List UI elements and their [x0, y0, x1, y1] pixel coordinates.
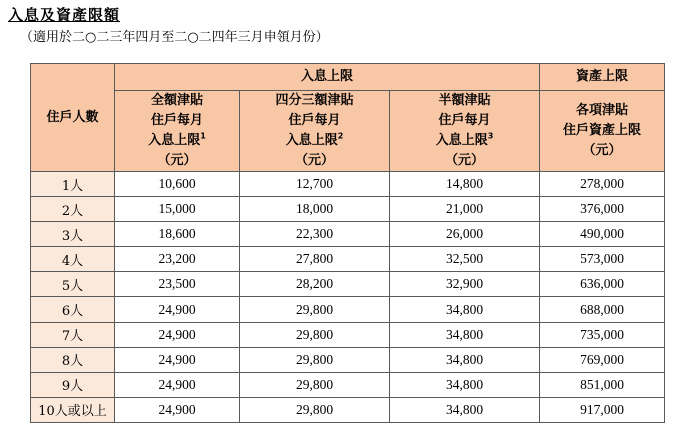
full-rate-cell: 24,900 [115, 347, 240, 372]
full-rate-unit: （元） [157, 153, 197, 168]
three-quarter-rate-cell: 28,200 [240, 272, 390, 297]
table-row [31, 372, 665, 397]
limits-table [30, 63, 665, 423]
asset-limit-header: 資產上限 [540, 64, 665, 91]
half-rate-cell: 34,800 [390, 372, 540, 397]
household-size-cell: 4人 [31, 247, 115, 272]
household-size-cell: 7人 [31, 322, 115, 347]
full-rate-line-3-text: 入息上限 [148, 133, 201, 148]
asset-limit-cell: 688,000 [540, 297, 665, 322]
asset-limit-cell: 490,000 [540, 222, 665, 247]
half-rate-unit: （元） [444, 153, 484, 168]
half-rate-cell: 34,800 [390, 297, 540, 322]
three-quarter-rate-header [240, 91, 390, 172]
half-rate-cell: 32,500 [390, 247, 540, 272]
three-quarter-rate-line-3 [240, 131, 389, 151]
three-quarter-rate-unit: （元） [294, 153, 334, 168]
three-quarter-rate-cell: 29,800 [240, 322, 390, 347]
three-quarter-rate-cell: 18,000 [240, 197, 390, 222]
half-rate-cell: 34,800 [390, 347, 540, 372]
asset-limit-cell: 851,000 [540, 372, 665, 397]
full-rate-cell: 18,600 [115, 222, 240, 247]
household-size-cell: 3人 [31, 222, 115, 247]
table-row [31, 172, 665, 197]
asset-limit-cell: 573,000 [540, 247, 665, 272]
half-rate-cell: 14,800 [390, 172, 540, 197]
half-rate-cell: 32,900 [390, 272, 540, 297]
household-size-cell: 6人 [31, 297, 115, 322]
three-quarter-rate-cell: 29,800 [240, 372, 390, 397]
three-quarter-rate-line-2: 住戶每月 [288, 113, 341, 128]
footnote-2-marker: 2 [337, 131, 344, 141]
half-rate-line-2: 住戶每月 [438, 113, 491, 128]
table-row [31, 347, 665, 372]
three-quarter-rate-cell: 29,800 [240, 297, 390, 322]
half-rate-line-3 [390, 131, 539, 151]
all-rates-asset-header [540, 91, 665, 172]
three-quarter-rate-cell: 22,300 [240, 222, 390, 247]
three-quarter-rate-cell: 29,800 [240, 397, 390, 422]
household-size-cell: 10人或以上 [31, 397, 115, 422]
three-quarter-rate-line-3-text: 入息上限 [285, 133, 338, 148]
full-rate-cell: 23,200 [115, 247, 240, 272]
footnote-1-marker: 1 [200, 131, 206, 141]
three-quarter-rate-cell: 29,800 [240, 347, 390, 372]
table-row [31, 247, 665, 272]
three-quarter-rate-cell: 27,800 [240, 247, 390, 272]
asset-limit-cell: 376,000 [540, 197, 665, 222]
asset-limit-cell: 735,000 [540, 322, 665, 347]
table-row [31, 397, 665, 422]
household-size-cell: 9人 [31, 372, 115, 397]
all-rates-line-1: 各項津貼 [575, 103, 628, 118]
asset-limit-cell: 278,000 [540, 172, 665, 197]
income-limit-header: 入息上限 [115, 64, 540, 91]
full-rate-cell: 24,900 [115, 322, 240, 347]
page-subtitle: （適用於二○二三年四月至二○二四年三月申領月份） [20, 30, 329, 45]
all-rates-unit: （元） [582, 143, 622, 158]
full-rate-cell: 15,000 [115, 197, 240, 222]
table-row [31, 297, 665, 322]
footnote-3-marker: 3 [487, 131, 494, 141]
three-quarter-rate-line-1: 四分三額津貼 [275, 93, 354, 108]
full-rate-line-1: 全額津貼 [150, 93, 203, 108]
half-rate-line-3-text: 入息上限 [435, 133, 488, 148]
all-rates-line-2: 住戶資產上限 [562, 123, 641, 138]
asset-limit-cell: 769,000 [540, 347, 665, 372]
full-rate-cell: 23,500 [115, 272, 240, 297]
table-row [31, 222, 665, 247]
asset-limit-cell: 636,000 [540, 272, 665, 297]
household-size-cell: 2人 [31, 197, 115, 222]
full-rate-cell: 24,900 [115, 397, 240, 422]
half-rate-header [390, 91, 540, 172]
full-rate-cell: 24,900 [115, 372, 240, 397]
table-row [31, 197, 665, 222]
household-size-cell: 1人 [31, 172, 115, 197]
household-size-cell: 8人 [31, 347, 115, 372]
half-rate-cell: 34,800 [390, 397, 540, 422]
three-quarter-rate-cell: 12,700 [240, 172, 390, 197]
full-rate-cell: 24,900 [115, 297, 240, 322]
household-size-header: 住戶人數 [31, 64, 115, 172]
full-rate-line-3 [115, 131, 239, 151]
header-row-columns [31, 91, 665, 172]
half-rate-cell: 26,000 [390, 222, 540, 247]
household-size-cell: 5人 [31, 272, 115, 297]
half-rate-line-1: 半額津貼 [438, 93, 491, 108]
header-row-groups [31, 64, 665, 91]
page-title: 入息及資產限額 [8, 6, 121, 24]
half-rate-cell: 21,000 [390, 197, 540, 222]
full-rate-cell: 10,600 [115, 172, 240, 197]
full-rate-line-2: 住戶每月 [150, 113, 203, 128]
table-row [31, 322, 665, 347]
half-rate-cell: 34,800 [390, 322, 540, 347]
table-row [31, 272, 665, 297]
full-rate-header [115, 91, 240, 172]
asset-limit-cell: 917,000 [540, 397, 665, 422]
